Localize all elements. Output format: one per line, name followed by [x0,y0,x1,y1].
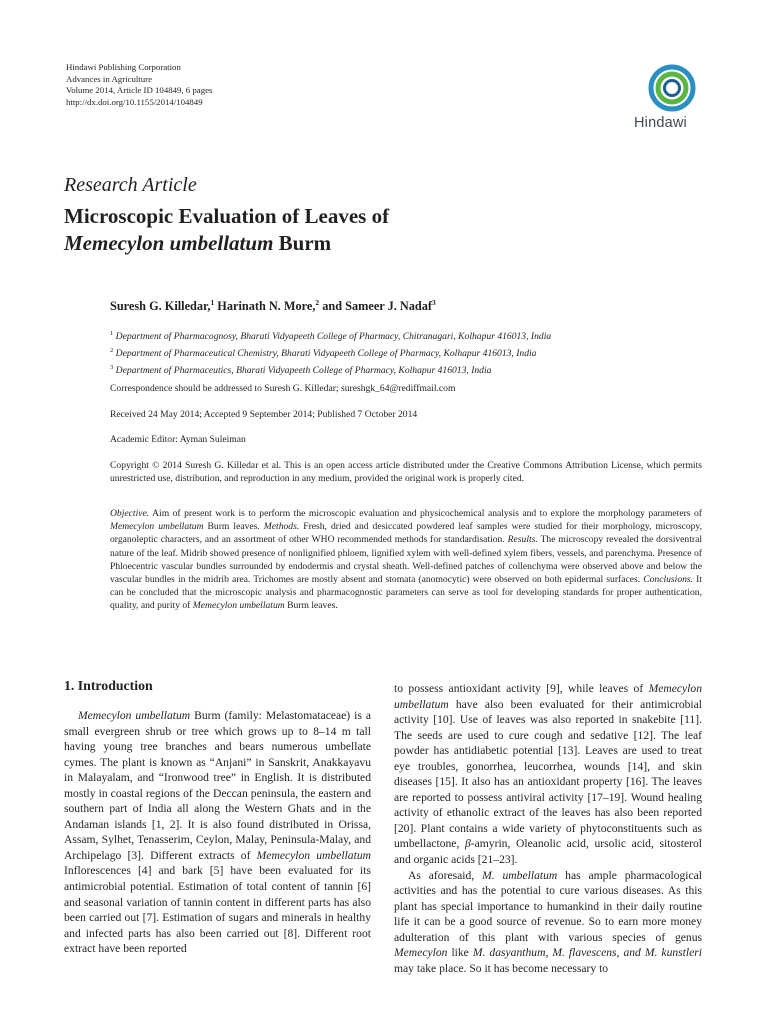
body-column-left [64,677,371,957]
doi-link[interactable]: http://dx.doi.org/10.1155/2014/104849 [66,96,203,107]
journal-info [66,62,212,108]
affiliation: $^2$ Department of Pharmaceutical Chemistry, Bharati Vidyapeeth College of Pharmacy, Kolhapur 416013, India [110,347,537,360]
body-column-right [394,681,702,976]
author-sup: 2 [315,298,320,307]
volume-info: Volume 2014, Article ID 104849, 6 pages [66,85,213,95]
author-name: and Sameer J. Nadaf [319,299,433,314]
correspondence: Correspondence should be addressed to Suresh G. Killedar; sureshgk_64@rediffmail.com [110,383,456,394]
section-heading: 1. Introduction [64,678,153,693]
academic-editor: Academic Editor: Ayman Suleiman [110,434,246,445]
results-label: Results. [507,534,538,546]
objective-label: Objective. [110,508,150,519]
author-name: Suresh G. Killedar, [110,299,211,314]
publication-dates: Received 24 May 2014; Accepted 9 September 2014; Published 7 October 2014 [110,409,418,420]
article-title [64,203,389,257]
journal-name: Advances in Agriculture [66,73,152,84]
affiliation: $^3$ Department of Pharmaceutics, Bharati Vidyapeeth College of Pharmacy, Kolhapur 416013, India [110,364,492,377]
paragraph: As aforesaid, M. umbellatum has ample pharmacological activities and has the potential to cure various diseases. As this plant has special importance to humankind in their daily routine life it can be a good source of revenue. So to earn more money adulteration of this plant with various species of genus Memecylon like M. dasyanthum, M. flavescens, and M. kunstleri may take place. So it has become necessary to [394,868,702,975]
article-type: Research Article [64,174,197,196]
logo-text: Hindawi [634,115,687,131]
affiliations [110,327,551,379]
publisher: Hindawi Publishing Corporation [66,62,181,72]
author-sup: 1 [210,298,215,307]
abstract: Objective. Aim of present work is to perform the microscopic evaluation and physicochemical analysis and to explore the morphology parameters of Memecylon umbellatum Burm leaves. Methods. Fresh, dried and desiccated powdered leaf samples were studied for their morphology, microscopy, organoleptic characters, and an assortment of other WHO recommended methods for standardisation. Results. The microscopy revealed the dorsiventral nature of the leaf. Midrib showed presence of nonlignified phloem, lignified xylem with well-defined xylem fibers, vessels, and parenchyma. Presence of Phloecentric vascular bundles surrounded by endodermis and crystal sheath. Well-defined patches of collenchyma were observed above and below the vascular bundles in the midrib area. Trichomes are mostly absent and stomata (anomocytic) were observed on both epidermal surfaces. Conclusions. It can be concluded that the microscopic analysis and pharmacognostic parameters can serve as tool for developing standards for proper authentication, quality, and purity of Memecylon umbellatum Burm leaves. [110,508,703,612]
title-line-2: Memecylon umbellatum Burm [64,231,332,255]
affiliation: $^1$ Department of Pharmacognosy, Bharati Vidyapeeth College of Pharmacy, Chitranagari, Kolhapur 416013, India [110,330,552,343]
copyright-notice: Copyright © 2014 Suresh G. Killedar et al. This is an open access article distributed under the Creative Commons Attribution License, which permits unrestricted use, distribution, and reproduction in any medium, provided the original work is properly cited. [110,460,702,485]
paragraph: Memecylon umbellatum Burm (family: Melastomataceae) is a small evergreen shrub or tree which grows up to 8–14 m tall having young tree branches and bears numerous umbellate cymes. The plant is known as “Anjani” in Sanskrit, Anakkayavu in Malayalam, and “Ironwood tree” in English. It is distributed mostly in coastal regions of the Deccan peninsula, the eastern and southern part of India all along the Western Ghats and in the Andaman islands [1, 2]. It is also found distributed in Orissa, Assam, Sylhet, Tenasserim, Ceylon, Malay, Peninsula-Malay, and Archipelago [3]. Different extracts of Memecylon umbellatum Inflorescences [4] and bark [5] have been evaluated for its antimicrobial potential. Estimation of total content of tannin [6] and seasonal variation of tannin content in different parts has also been carried out [7]. Estimation of sugars and minerals in healthy and infected parts has also been carried out [8]. Different root extract have been reported [64,709,371,956]
author-list [110,298,436,314]
conclusions-label: Conclusions. [643,574,694,586]
methods-label: Methods. [263,521,300,533]
author-name: Harinath N. More, [214,299,316,314]
author-sup: 3 [432,298,436,307]
paragraph: to possess antioxidant activity [9], while leaves of Memecylon umbellatum have also been evaluated for their antimicrobial activity [10]. Use of leaves was also reported in snakebite [11]. The seeds are used to cure cough and sedative [12]. The leaf powder has antidiabetic potential [13]. Leaves are used to treat eye troubles, gonorrhea, leucorrhea, wounds [14], and skin diseases [15]. It also has an antioxidant property [16]. The leaves are reported to possess antiviral activity [17–19]. Wound healing activity of ethanolic extract of the leaves has also been reported [20]. Plant contains a wide variety of phytoconstituents such as umbellactone, β-amyrin, Oleanolic acid, ursolic acid, sitosterol and organic acids [21–23]. [394,682,703,867]
title-line-1: Microscopic Evaluation of Leaves of [64,204,390,228]
